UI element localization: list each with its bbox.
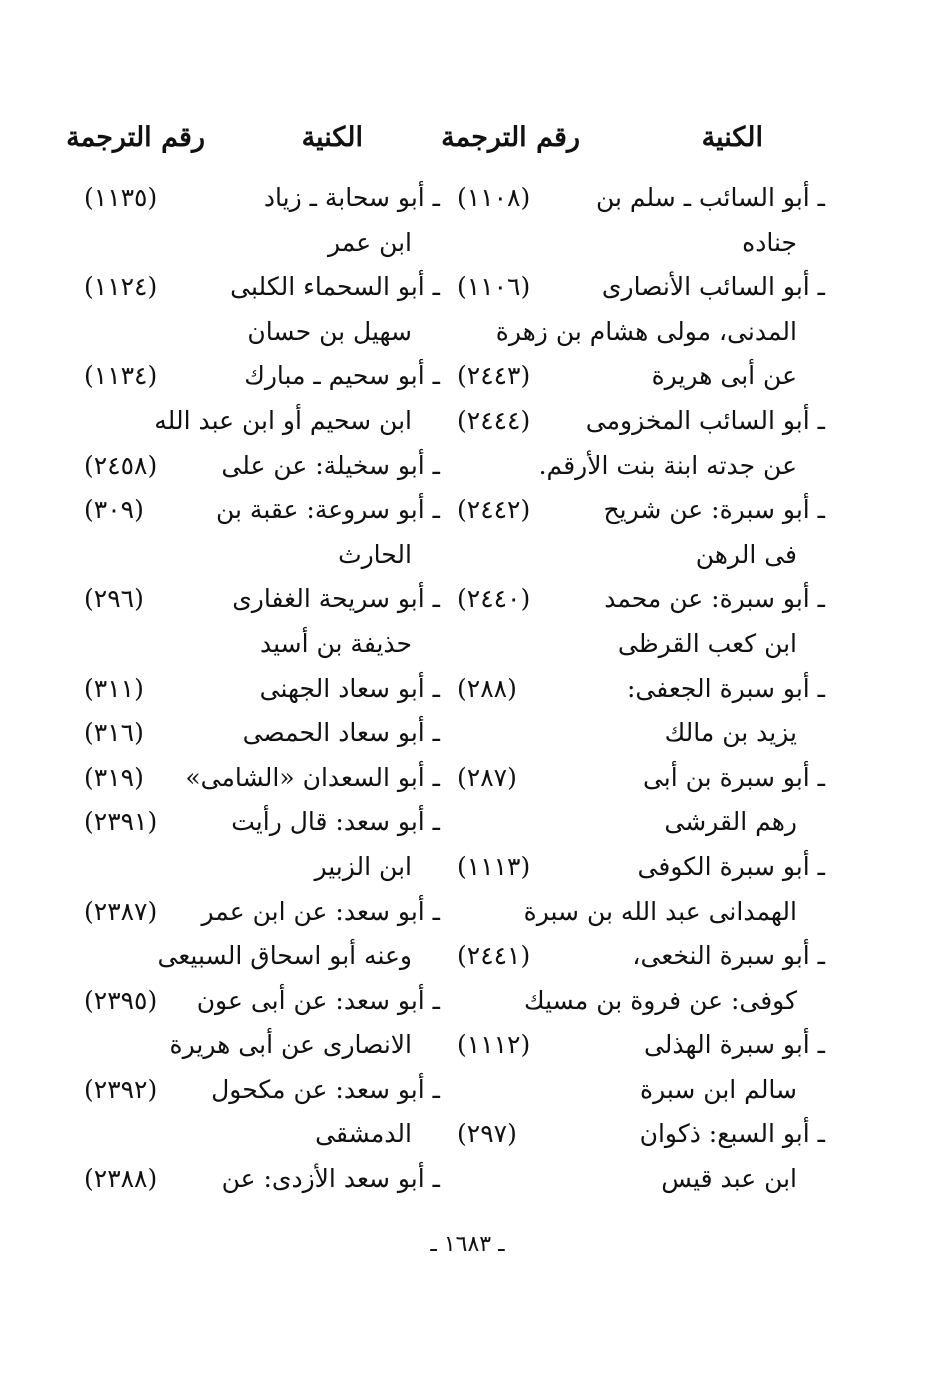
entry-name: ـ أبو سعد: عن مكحول	[211, 1074, 440, 1104]
right-number-header: رقم الترجمة	[441, 122, 580, 153]
index-entry-line	[84, 1112, 440, 1157]
index-entry-line	[84, 845, 440, 890]
index-entry-line	[84, 890, 440, 935]
entry-name: الدمشقى	[315, 1119, 412, 1149]
index-entry-line	[457, 890, 825, 935]
index-entry-line	[84, 711, 440, 756]
right-kunya-header: الكنية	[701, 122, 763, 153]
entry-number: (٢٤٤٣)	[457, 361, 531, 391]
entry-number: (٣١٩)	[84, 762, 144, 792]
entry-number: (٢٣٨٧)	[84, 896, 158, 926]
index-entry-line	[457, 800, 825, 845]
entry-number: (٢٣٩٥)	[84, 985, 158, 1015]
entry-name: الانصارى عن أبى هريرة	[169, 1030, 412, 1060]
entry-number: (٢٤٤٠)	[457, 584, 531, 614]
index-entry-line	[84, 577, 440, 622]
index-entry-line	[457, 221, 825, 266]
entry-number: (١١٣٥)	[84, 183, 158, 212]
entry-number: (٢٣٨٨)	[84, 1164, 158, 1194]
entry-number: (١١٠٨)	[457, 183, 531, 212]
entry-name: ـ أبو سبرة: عن محمد	[604, 584, 825, 614]
entry-name: ـ أبو سخيلة: عن على	[221, 450, 440, 480]
index-entry-line	[457, 934, 825, 979]
index-entry-line	[84, 354, 440, 399]
entry-number: (٢٣٩٢)	[84, 1074, 158, 1104]
entry-name: ـ أبو سبرة: عن شريح	[603, 495, 825, 525]
entry-number: (٣١٦)	[84, 718, 144, 748]
entry-name: يزيد بن مالك	[664, 718, 797, 748]
entry-number: (٢٨٨)	[457, 673, 517, 703]
index-entry-line	[84, 488, 440, 533]
index-entry-line	[84, 1157, 440, 1202]
left-column	[84, 176, 440, 1202]
entry-name: وعنه أبو اسحاق السبيعى	[157, 941, 412, 971]
entry-name: عن أبى هريرة	[651, 361, 797, 391]
entry-number: (٢٨٧)	[457, 762, 517, 792]
entry-name: ابن كعب القرظى	[617, 628, 797, 658]
entry-name: ـ أبو السبع: ذكوان	[639, 1119, 825, 1149]
entry-number: (١١١٢)	[457, 1030, 531, 1060]
entry-name: رهم القرشى	[664, 807, 797, 837]
entry-number: (٢٣٩١)	[84, 807, 158, 837]
entry-name: ـ أبو سبرة الهذلى	[643, 1030, 825, 1060]
index-entry-line	[457, 1157, 825, 1202]
index-entry-line	[84, 1068, 440, 1113]
entry-number: (٢٤٥٨)	[84, 450, 158, 480]
entry-number: (٢٩٧)	[457, 1119, 517, 1149]
entry-name: فى الرهن	[695, 539, 797, 569]
entry-name: ـ أبو سحابة ـ زياد	[263, 183, 440, 212]
index-entry-line	[84, 310, 440, 355]
entry-number: (٢٤٤١)	[457, 941, 531, 971]
left-number-header: رقم الترجمة	[66, 122, 205, 153]
entry-name: ـ أبو سبرة النخعى،	[632, 941, 825, 971]
entry-name: ـ أبو السائب الأنصارى	[601, 272, 825, 302]
index-entry-line	[84, 533, 440, 578]
index-entry-line	[84, 622, 440, 667]
index-entry-line	[457, 1068, 825, 1113]
index-entry-line	[84, 399, 440, 444]
entry-number: (١١٠٦)	[457, 272, 531, 302]
entry-name: ـ أبو سبرة بن أبى	[642, 762, 825, 792]
index-entry-line	[457, 845, 825, 890]
entry-name: ـ أبو سعد: عن أبى عون	[196, 985, 440, 1015]
entry-name: حذيفة بن أسيد	[259, 628, 412, 658]
entry-name: عن جدته ابنة بنت الأرقم.	[538, 450, 797, 480]
entry-number: (١١٢٤)	[84, 272, 158, 302]
entry-name: ـ أبو سبرة الكوفى	[637, 851, 825, 881]
entry-name: ابن عبد قيس	[661, 1164, 797, 1194]
index-entry-line	[84, 176, 440, 221]
entry-name: ـ أبو سعد: عن ابن عمر	[201, 896, 440, 926]
index-entry-line	[457, 444, 825, 489]
entry-name: ابن الزبير	[314, 851, 412, 881]
entry-name: سهيل بن حسان	[247, 316, 412, 346]
index-entry-line	[84, 756, 440, 801]
entry-number: (٢٤٤٢)	[457, 495, 531, 525]
entry-name: سالم ابن سبرة	[639, 1074, 797, 1104]
index-entry-line	[457, 176, 825, 221]
entry-name: ـ أبو سعد الأزدى: عن	[221, 1164, 440, 1194]
index-entry-line	[457, 667, 825, 712]
entry-name: ـ أبو السحماء الكلبى	[230, 272, 440, 302]
entry-number: (٣٠٩)	[84, 495, 144, 525]
index-entry-line	[457, 533, 825, 578]
index-entry-line	[457, 1023, 825, 1068]
index-entry-line	[457, 979, 825, 1024]
index-entry-line	[84, 667, 440, 712]
entry-name: ـ أبو سروعة: عقبة بن	[216, 495, 440, 525]
index-entry-line	[84, 1023, 440, 1068]
entry-name: ابن عمر	[327, 227, 412, 257]
index-entry-line	[84, 800, 440, 845]
entry-number: (١١١٣)	[457, 851, 531, 881]
index-entry-line	[457, 265, 825, 310]
entry-number: (٢٤٤٤)	[457, 405, 531, 435]
entry-name: المدنى، مولى هشام بن زهرة	[495, 316, 797, 346]
entry-name: الهمدانى عبد الله بن سبرة	[523, 896, 797, 926]
entry-name: ـ أبو سعد: قال رأيت	[231, 807, 440, 837]
index-entry-line	[84, 221, 440, 266]
entry-name: كوفى: عن فروة بن مسيك	[524, 985, 797, 1015]
index-entry-line	[457, 756, 825, 801]
entry-number: (١١٣٤)	[84, 361, 158, 391]
entry-number: (٢٩٦)	[84, 584, 144, 614]
entry-name: ـ أبو سحيم ـ مبارك	[244, 361, 440, 391]
entry-name: ـ أبو سعاد الحمصى	[242, 718, 440, 748]
entry-number: (٣١١)	[84, 673, 144, 703]
entry-name: ابن سحيم أو ابن عبد الله	[154, 405, 412, 435]
index-entry-line	[457, 310, 825, 355]
index-entry-line	[457, 577, 825, 622]
entry-name: ـ أبو السعدان «الشامى»	[185, 762, 440, 792]
index-entry-line	[457, 488, 825, 533]
entry-name: الحارث	[338, 539, 412, 569]
entry-name: ـ أبو سريحة الغفارى	[232, 584, 440, 614]
left-kunya-header: الكنية	[301, 122, 363, 153]
entry-name: ـ أبو السائب المخزومى	[585, 405, 825, 435]
index-entry-line	[84, 979, 440, 1024]
entry-name: ـ أبو السائب ـ سلم بن	[595, 183, 825, 212]
index-entry-line	[457, 622, 825, 667]
index-entry-line	[457, 711, 825, 756]
index-entry-line	[457, 354, 825, 399]
entry-name: جناده	[742, 227, 797, 257]
index-entry-line	[457, 1112, 825, 1157]
index-entry-line	[84, 444, 440, 489]
entry-name: ـ أبو سبرة الجعفى:	[626, 673, 825, 703]
right-column	[457, 176, 825, 1202]
entry-name: ـ أبو سعاد الجهنى	[259, 673, 440, 703]
index-entry-line	[84, 934, 440, 979]
page-number: ـ ١٦٨٣ ـ	[430, 1232, 505, 1257]
index-entry-line	[84, 265, 440, 310]
index-entry-line	[457, 399, 825, 444]
